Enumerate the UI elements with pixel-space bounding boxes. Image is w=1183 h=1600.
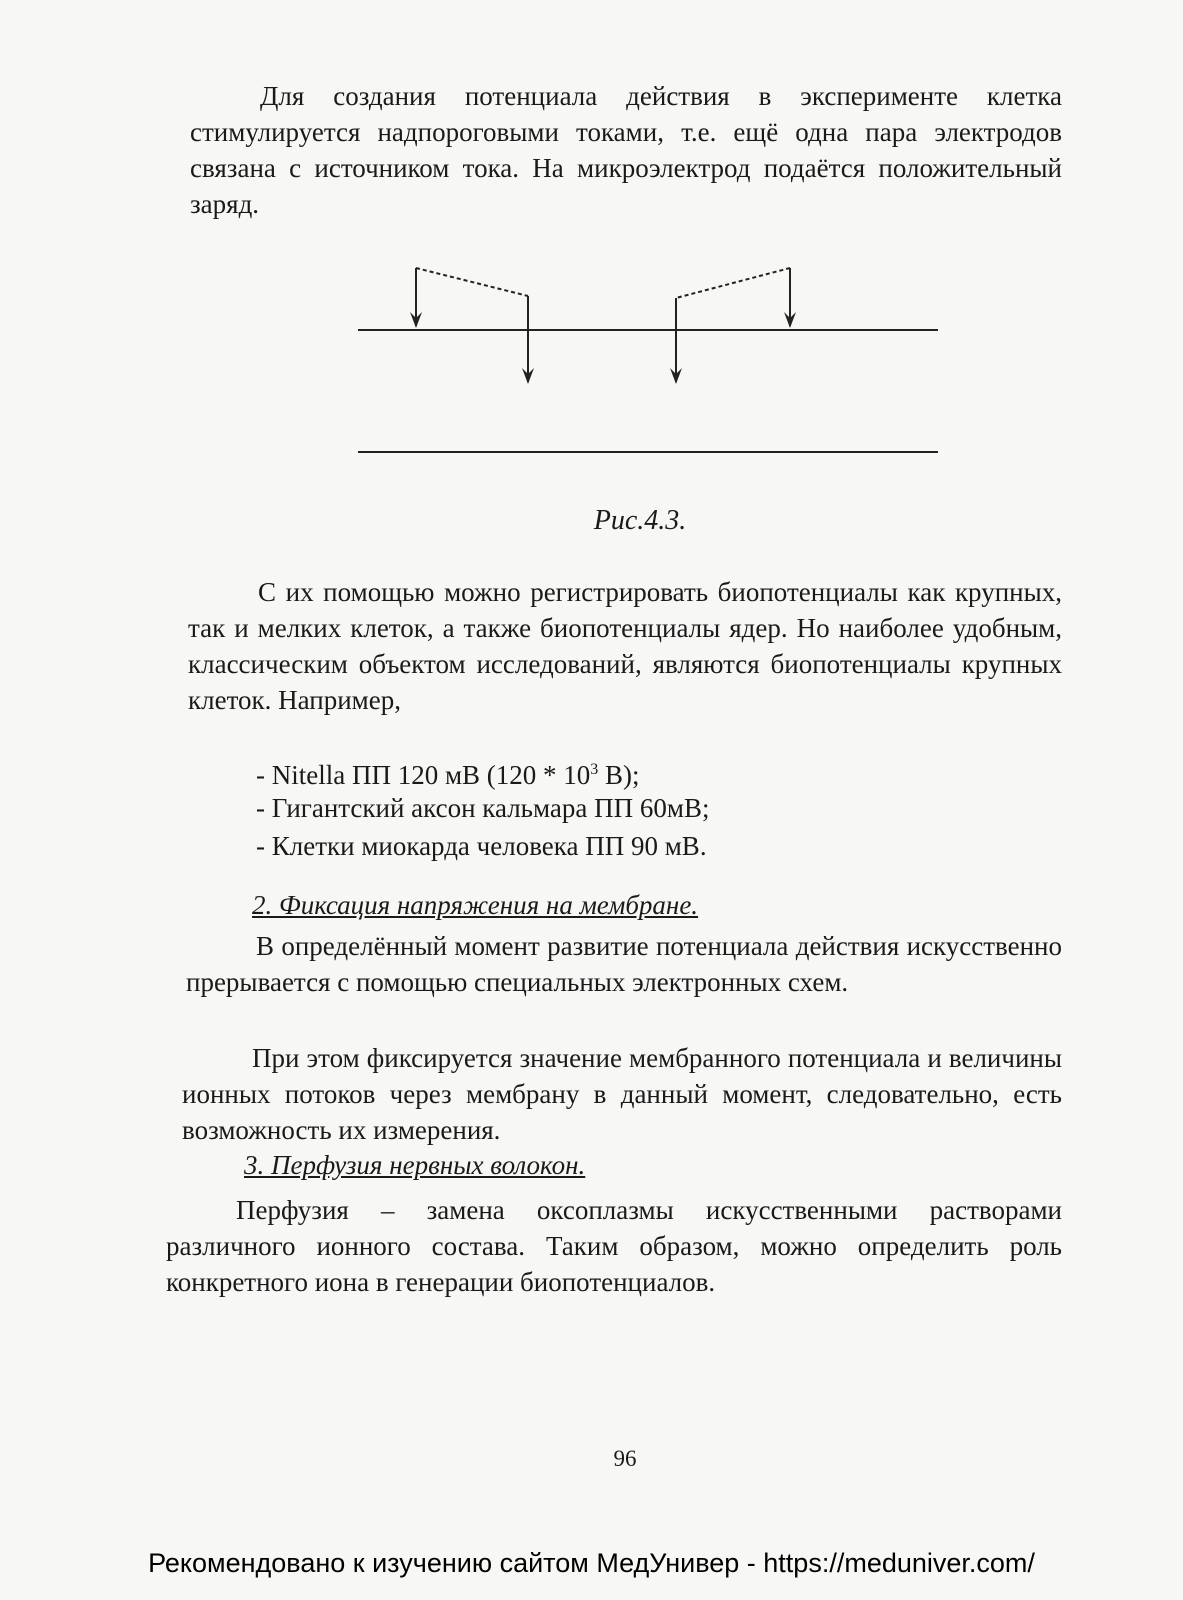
section-heading-perfusion: 3. Перфузия нервных волокон.	[244, 1150, 586, 1180]
example-item-myocardium: - Клетки миокарда человека ПП 90 мВ.	[256, 831, 707, 861]
paragraph-perfusion: Перфузия – замена оксоплазмы искусственными растворами различного ионного состава. Таким образом, можно определить роль конкретного иона в генерации биопотенциалов.	[166, 1195, 1062, 1297]
example-item-squid: - Гигантский аксон кальмара ПП 60мВ;	[256, 793, 710, 823]
paragraph-fixation-2: При этом фиксируется значение мембранного потенциала и величины ионных потоков через мембрану в данный момент, следовательно, есть возможность их измерения.	[182, 1043, 1062, 1145]
example-item-nitella: - Nitella ПП 120 мВ ($120 * 10^3$ В);	[256, 760, 640, 790]
footer-recommendation: Рекомендовано к изучению сайтом МедУнивер - https://meduniver.com/	[148, 1548, 1035, 1578]
paragraph-registration: С их помощью можно регистрировать биопотенциалы как крупных, так и мелких клеток, а также биопотенциалы ядер. Но наиболее удобным, классическим объектом исследований, являются биопотенциалы крупных клеток. Например,	[188, 577, 1062, 715]
paragraph-fixation-1: В определённый момент развитие потенциала действия искусственно прерывается с помощью специальных электронных схем.	[186, 931, 1062, 997]
section-heading-voltage-clamp: 2. Фиксация напряжения на мембране.	[252, 890, 699, 920]
figure-caption: Рис.4.3.	[593, 505, 687, 536]
electrode-diagram	[350, 250, 950, 470]
paragraph-intro: Для создания потенциала действия в эксперименте клетка стимулируется надпороговыми токами, т.е. ещё одна пара электродов связана с источником тока. На микроэлектрод подаётся положительный заряд.	[190, 81, 1062, 219]
page-number: 96	[613, 1446, 637, 1471]
